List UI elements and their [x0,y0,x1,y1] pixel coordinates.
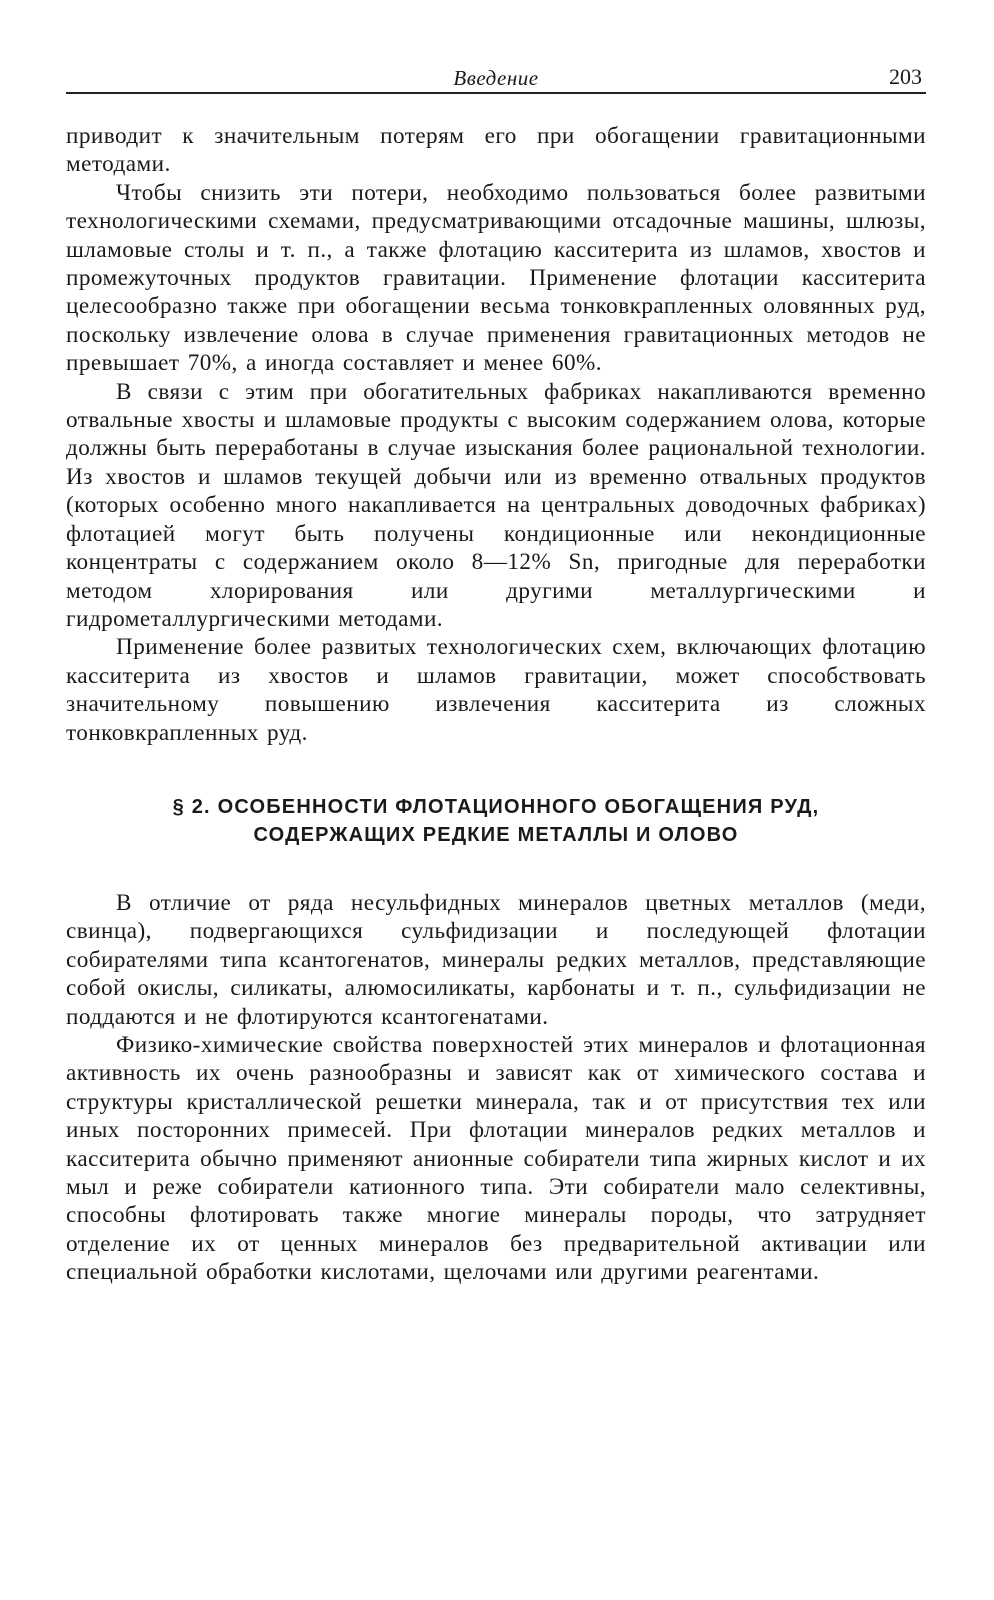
section-heading-line-1: § 2. ОСОБЕННОСТИ ФЛОТАЦИОННОГО ОБОГАЩЕНИЯ РУД, [172,795,820,818]
section-heading-line-2: СОДЕРЖАЩИХ РЕДКИЕ МЕТАЛЛЫ И ОЛОВО [253,823,739,846]
running-title: Введение [453,66,539,90]
paragraph: В отличие от ряда несульфидных минералов цветных металлов (меди, свинца), подвергающихся сульфидизации и последующей флотации собирателями типа ксантогенатов, минералы редких металлов, представляющие собой окислы, силикаты, алюмосиликаты, карбонаты и т. п., сульфидизации не поддаются и не флотируются ксантогенатами. [66,889,926,1030]
running-header [66,58,926,94]
body-text [66,122,926,1287]
page-number: 203 [889,64,922,89]
paragraph: Чтобы снизить эти потери, необходимо пользоваться более развитыми технологическими схемами, предусматривающими отсадочные машины, шлюзы, шламовые столы и т. п., а также флотацию касситерита из шламов, хвостов и промежуточных продуктов гравитации. Применение флотации касситерита целесообразно также при обогащении весьма тонковкрапленных оловянных руд, поскольку извлечение олова в случае применения гравитационных методов не превышает 70%, а иногда составляет и менее 60%. [66,179,926,377]
book-page [66,58,926,1287]
section-heading [66,793,926,849]
paragraph: Физико-химические свойства поверхностей этих минералов и флотационная активность их очень разнообразны и зависят как от химического состава и структуры кристаллической решетки минерала, так и от присутствия тех или иных посторонних примесей. При флотации минералов редких металлов и касситерита обычно применяют анионные собиратели типа жирных кислот и их мыл и реже собиратели катионного типа. Эти собиратели мало селективны, способны флотировать также многие минералы породы, что затрудняет отделение их от ценных минералов без предварительной активации или специальной обработки кислотами, щелочами или другими реагентами. [66,1031,926,1286]
paragraph: Применение более развитых технологических схем, включающих флотацию касситерита из хвостов и шламов гравитации, может способствовать значительному повышению извлечения касситерита из сложных тонковкрапленных руд. [66,634,926,746]
paragraph: В связи с этим при обогатительных фабриках накапливаются временно отвальные хвосты и шламовые продукты с высоким содержанием олова, которые должны быть переработаны в случае изыскания более рациональной технологии. Из хвостов и шламов текущей добычи или из временно отвальных продуктов (которых особенно много накапливается на центральных доводочных фабриках) флотацией могут быть получены кондиционные или некондиционные концентраты с содержанием около 8—12% Sn, пригодные для переработки методом хлорирования или другими металлургическими и гидрометаллургическими методами. [66,378,926,632]
paragraph: приводит к значительным потерям его при обогащении гравитационными методами. [66,123,926,178]
